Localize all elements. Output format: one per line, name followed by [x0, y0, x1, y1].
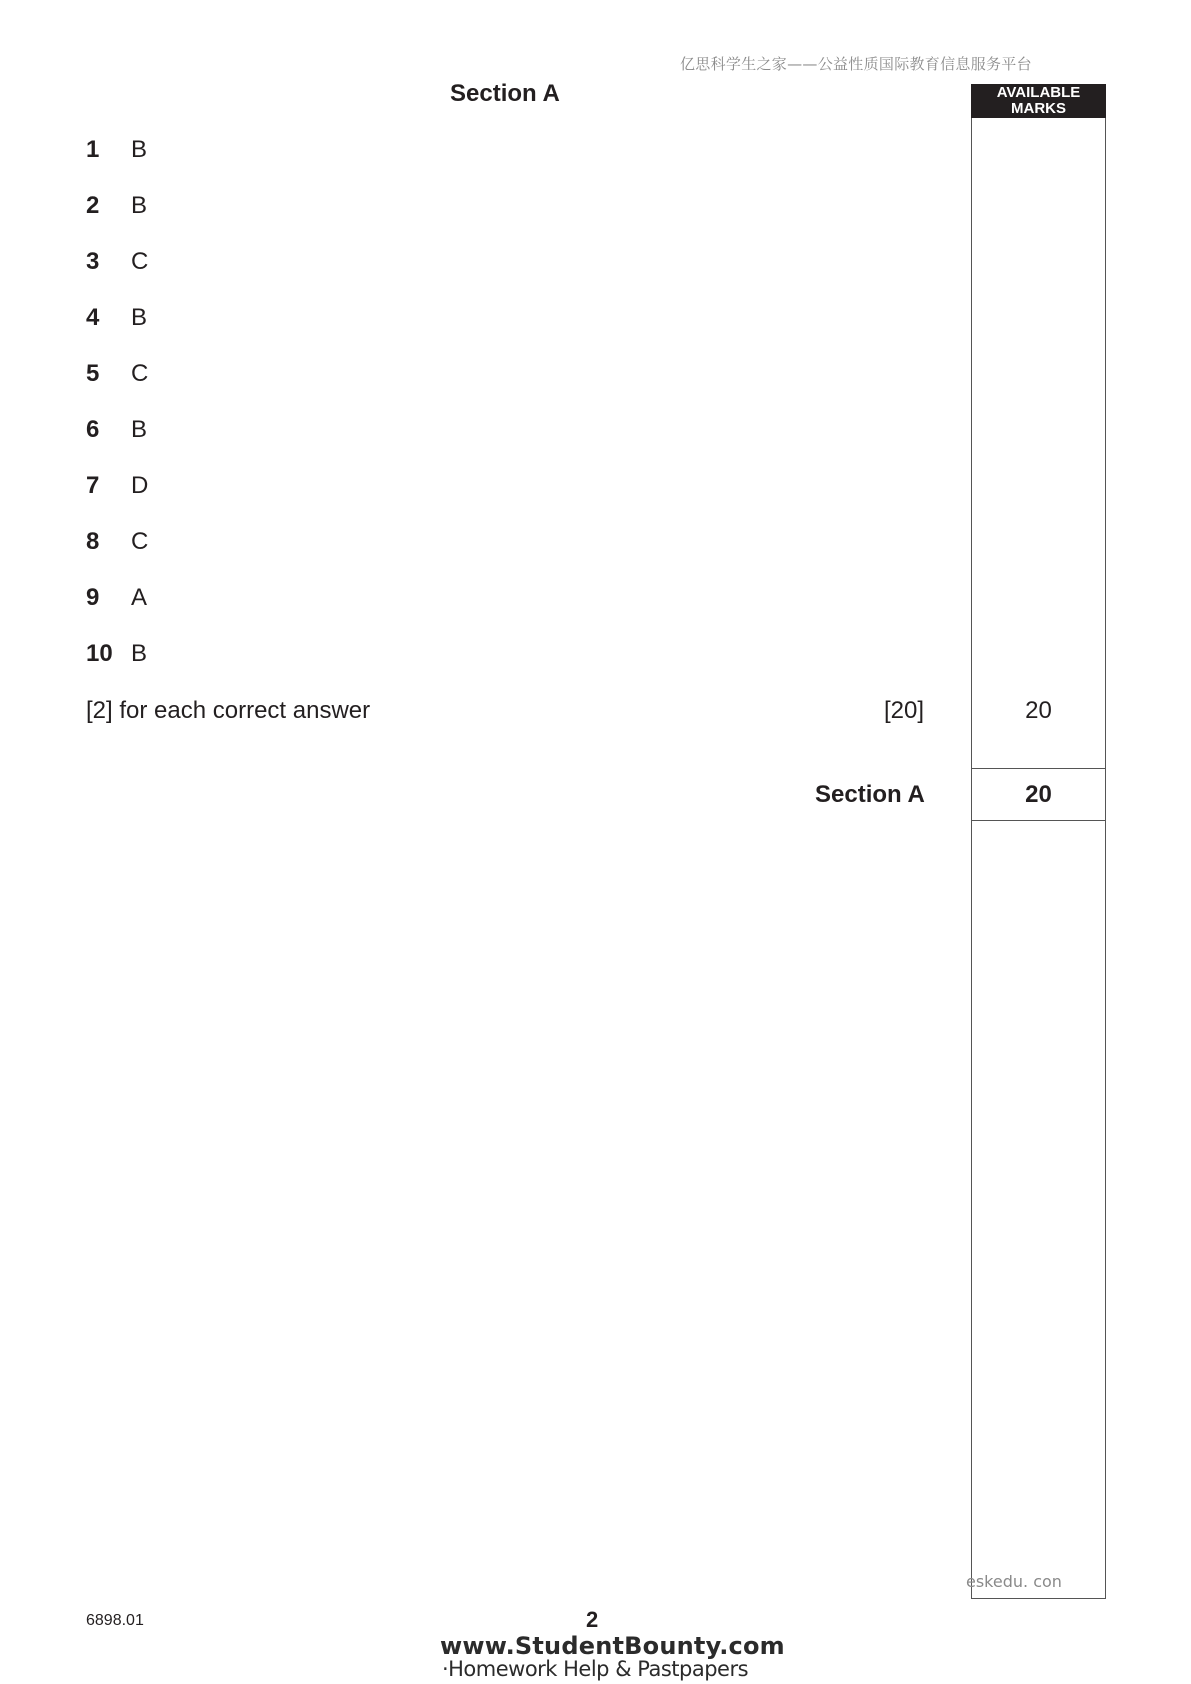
- answer-row: [86, 191, 147, 221]
- section-total-label: Section A: [815, 781, 925, 808]
- question-number: 7: [86, 472, 100, 499]
- answer-letter: B: [131, 640, 148, 667]
- question-number: 6: [86, 416, 100, 443]
- total-divider-bottom: [971, 820, 1106, 821]
- answer-letter: C: [131, 528, 149, 555]
- answer-row: [86, 247, 148, 277]
- available-marks-column: [971, 84, 1106, 1599]
- question-number: 5: [86, 360, 100, 387]
- available-mark-value: 20: [1025, 697, 1052, 724]
- answer-row: [86, 639, 147, 669]
- answer-letter: B: [131, 416, 148, 443]
- answer-letter: B: [131, 304, 148, 331]
- answer-letter: A: [131, 584, 148, 611]
- watermark-side: eskedu. con: [966, 1572, 1062, 1591]
- answer-row: [86, 527, 148, 557]
- question-number: 10: [86, 640, 113, 667]
- answer-row: [86, 471, 148, 501]
- answer-row: [86, 135, 147, 165]
- answer-row: [86, 583, 147, 613]
- section-total-value: 20: [1025, 781, 1052, 808]
- available-marks-header-line2: MARKS: [1011, 100, 1066, 117]
- page-number: 2: [586, 1607, 599, 1632]
- mark-scheme-note: [2] for each correct answer: [86, 697, 371, 724]
- mark-bracket: [20]: [884, 697, 925, 724]
- answer-letter: D: [131, 472, 149, 499]
- question-number: 4: [86, 304, 100, 331]
- logo-tagline: ·Homework Help & Pastpapers: [441, 1657, 749, 1681]
- watermark-top: 亿思科学生之家——公益性质国际教育信息服务平台: [680, 55, 1032, 73]
- studentbounty-logo: [440, 1632, 785, 1681]
- available-marks-header-line1: AVAILABLE: [996, 84, 1081, 101]
- question-number: 3: [86, 248, 100, 275]
- question-number: 1: [86, 136, 100, 163]
- section-heading: Section A: [450, 80, 560, 107]
- paper-code: 6898.01: [86, 1612, 144, 1629]
- answer-letter: B: [131, 192, 148, 219]
- answer-letter: C: [131, 248, 149, 275]
- answer-row: [86, 303, 147, 333]
- question-number: 9: [86, 584, 100, 611]
- answer-letter: C: [131, 360, 149, 387]
- answer-row: [86, 415, 147, 445]
- logo-url: www.StudentBounty.com: [440, 1632, 785, 1660]
- question-number: 8: [86, 528, 100, 555]
- question-number: 2: [86, 192, 100, 219]
- answer-row: [86, 359, 148, 389]
- total-divider-top: [971, 768, 1106, 769]
- available-marks-header: [971, 84, 1106, 118]
- answer-letter: B: [131, 136, 148, 163]
